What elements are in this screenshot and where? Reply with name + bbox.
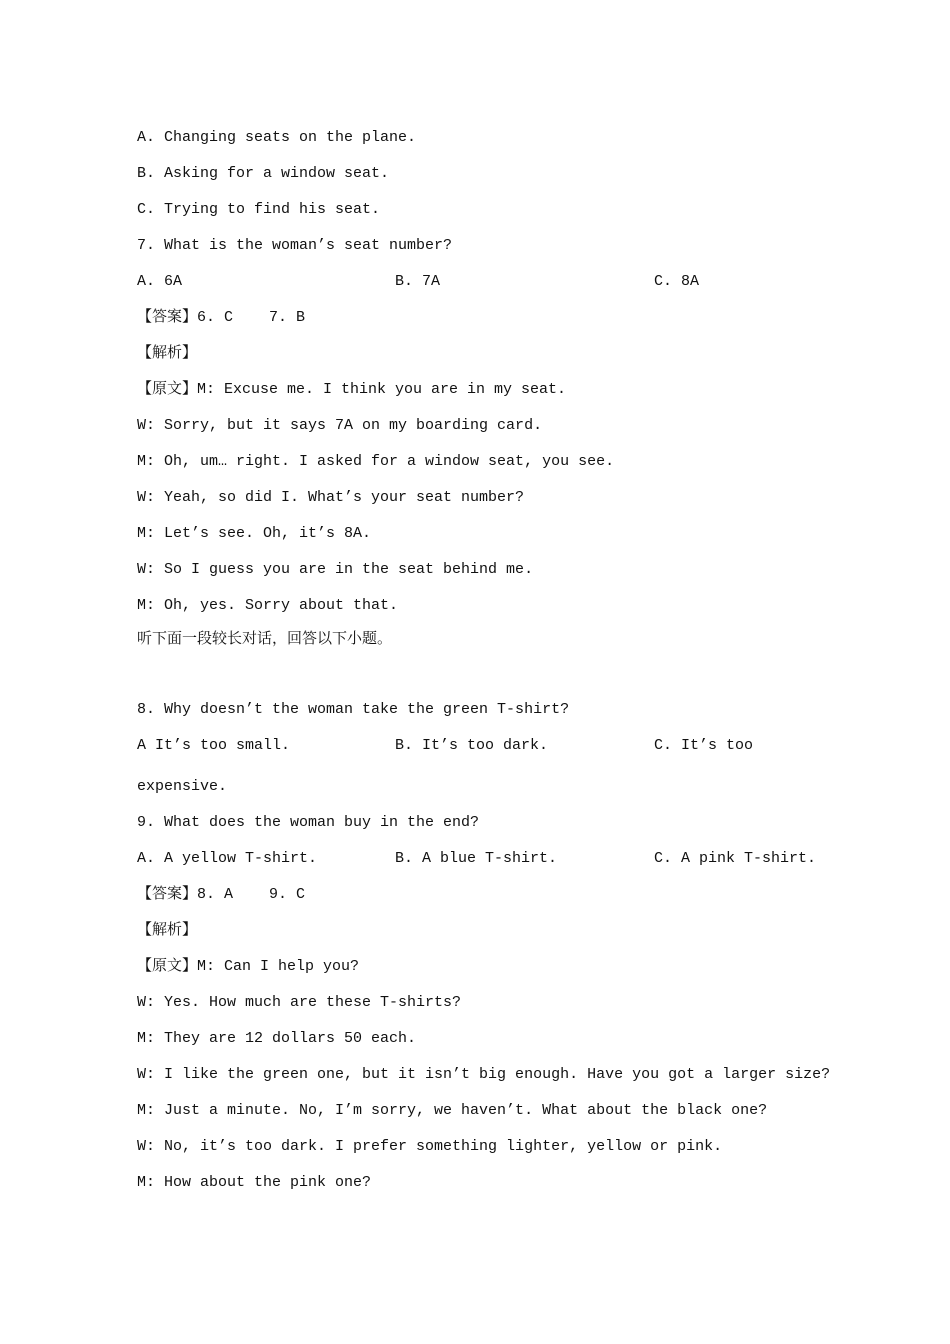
q8-option-c-continued: expensive. <box>137 778 228 795</box>
q9-option-b: B. A blue T-shirt. <box>395 850 558 867</box>
transcript-line: M: Oh, um… right. I asked for a window seat, you see. <box>137 453 615 470</box>
transcript-line: M: Just a minute. No, I’m sorry, we haven’t. What about the black one? <box>137 1102 768 1119</box>
q7-option-c: C. 8A <box>654 273 700 290</box>
instruction-text: 听下面一段较长对话，回答以下小题。 <box>137 631 393 648</box>
transcript-line: 【原文】M: Can I help you? <box>137 958 360 975</box>
transcript-line: W: No, it’s too dark. I prefer something lighter, yellow or pink. <box>137 1138 723 1155</box>
transcript-line: W: Yeah, so did I. What’s your seat number? <box>137 489 525 506</box>
transcript-line: W: I like the green one, but it isn’t big enough. Have you got a larger size? <box>137 1066 831 1083</box>
transcript-line: 【原文】M: Excuse me. I think you are in my seat. <box>137 381 567 398</box>
q9-question: 9. What does the woman buy in the end? <box>137 814 480 831</box>
transcript-line: M: How about the pink one? <box>137 1174 372 1191</box>
transcript-line: W: Sorry, but it says 7A on my boarding card. <box>137 417 543 434</box>
transcript-line: W: Yes. How much are these T-shirts? <box>137 994 462 1011</box>
q6-option-a: A. Changing seats on the plane. <box>137 129 417 146</box>
transcript-line: M: They are 12 dollars 50 each. <box>137 1030 417 1047</box>
answer-line-2: 【答案】8. A 9. C <box>137 886 306 903</box>
q6-option-b: B. Asking for a window seat. <box>137 165 390 182</box>
transcript-line: M: Oh, yes. Sorry about that. <box>137 597 399 614</box>
q8-question: 8. Why doesn’t the woman take the green T-shirt? <box>137 701 570 718</box>
q9-option-c: C. A pink T-shirt. <box>654 850 817 867</box>
q8-option-a: A It’s too small. <box>137 737 291 754</box>
q8-option-b: B. It’s too dark. <box>395 737 549 754</box>
analysis-label-1: 【解析】 <box>137 345 198 362</box>
q9-option-a: A. A yellow T-shirt. <box>137 850 318 867</box>
q7-question: 7. What is the woman’s seat number? <box>137 237 453 254</box>
transcript-line: W: So I guess you are in the seat behind me. <box>137 561 534 578</box>
q6-option-c: C. Trying to find his seat. <box>137 201 381 218</box>
q8-option-c: C. It’s too <box>654 737 754 754</box>
transcript-line: M: Let’s see. Oh, it’s 8A. <box>137 525 372 542</box>
answer-line-1: 【答案】6. C 7. B <box>137 309 306 326</box>
q7-option-b: B. 7A <box>395 273 441 290</box>
q7-option-a: A. 6A <box>137 273 183 290</box>
analysis-label-2: 【解析】 <box>137 922 198 939</box>
